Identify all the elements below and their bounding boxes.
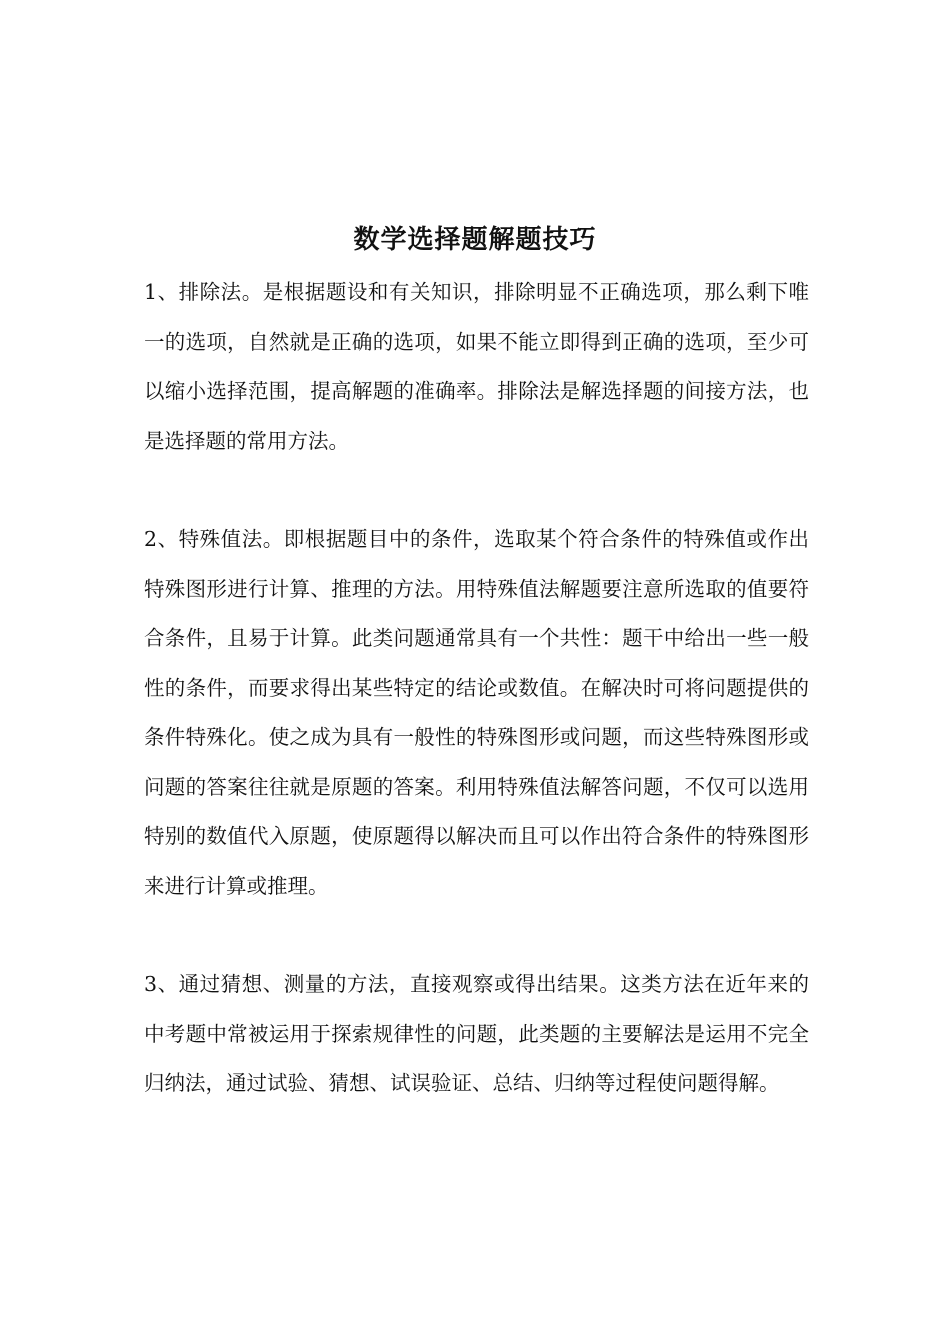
paragraph-elimination-method: 1、排除法。是根据题设和有关知识，排除明显不正确选项，那么剩下唯一的选项，自然就是正确的选项，如果不能立即得到正确的选项，至少可以缩小选择范围，提高解题的准确率。排除法是解选择题的间接方法，也是选择题的常用方法。 xyxy=(144,280,809,453)
paragraph-conjecture-measurement-method: 3、通过猜想、测量的方法，直接观察或得出结果。这类方法在近年来的中考题中常被运用于探索规律性的问题，此类题的主要解法是运用不完全归纳法，通过试验、猜想、试误验证、总结、归纳等过程使问题得解。 xyxy=(144,972,809,1095)
paragraph-special-value-method: 2、特殊值法。即根据题目中的条件，选取某个符合条件的特殊值或作出特殊图形进行计算、推理的方法。用特殊值法解题要注意所选取的值要符合条件，且易于计算。此类问题通常具有一个共性：题干中给出一些一般性的条件，而要求得出某些特定的结论或数值。在解决时可将问题提供的条件特殊化。使之成为具有一般性的特殊图形或问题，而这些特殊图形或问题的答案往往就是原题的答案。利用特殊值法解答问题，不仅可以选用特别的数值代入原题，使原题得以解决而且可以作出符合条件的特殊图形来进行计算或推理。 xyxy=(144,527,809,898)
document-body xyxy=(144,268,809,1109)
document-title: 数学选择题解题技巧 xyxy=(353,225,597,255)
